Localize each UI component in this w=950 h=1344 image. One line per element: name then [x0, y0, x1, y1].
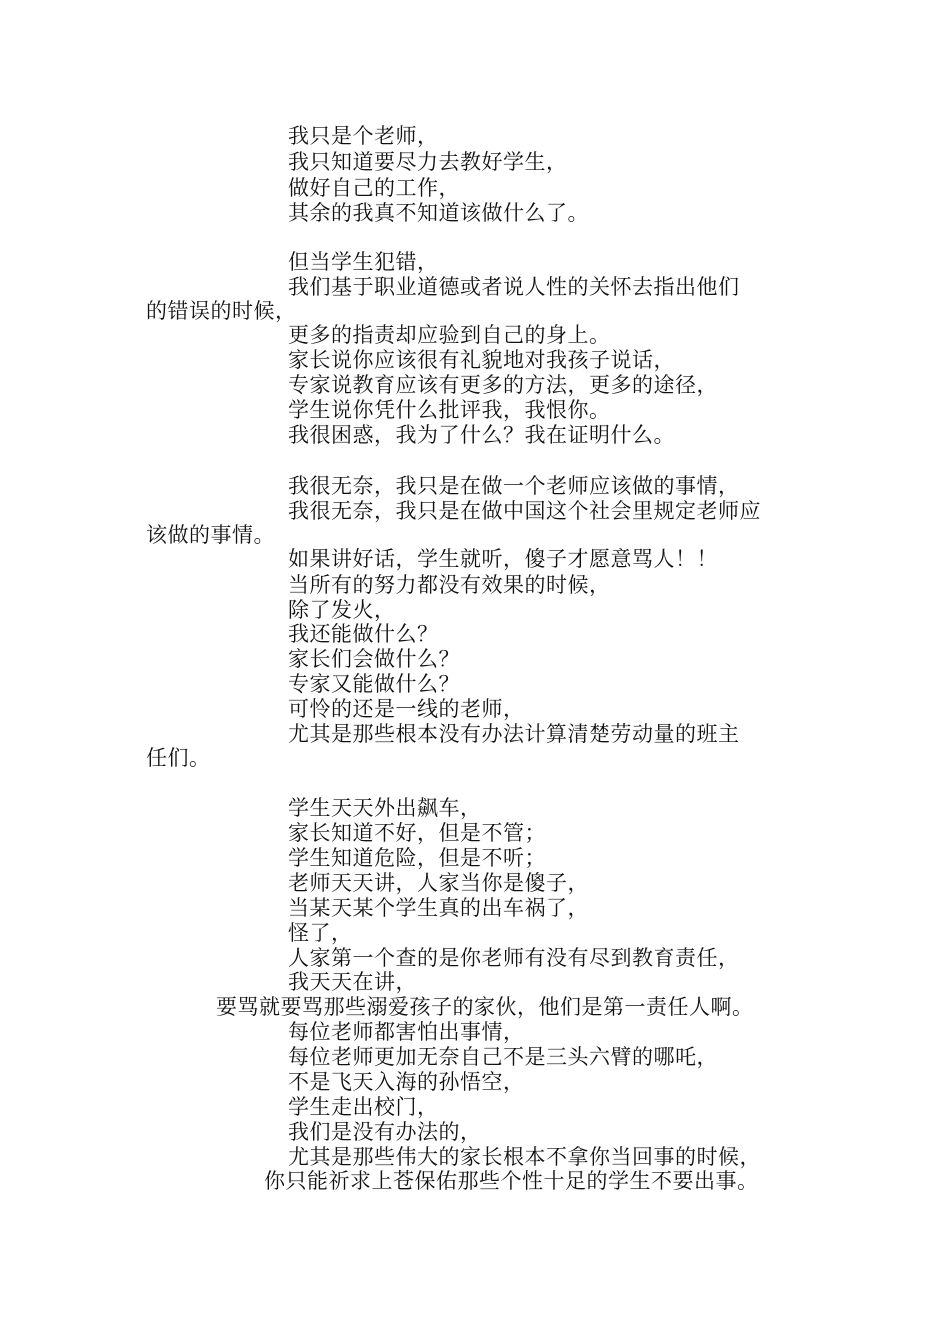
text-line: 可怜的还是一线的老师， — [288, 697, 525, 721]
text-line: 不是飞天入海的孙悟空， — [288, 1070, 525, 1094]
text-line: 要骂就要骂那些溺爱孩子的家伙，他们是第一责任人啊。 — [216, 995, 754, 1019]
text-line: 每位老师更加无奈自己不是三头六臂的哪吒， — [288, 1045, 718, 1069]
text-line: 该做的事情。 — [146, 523, 275, 547]
text-line: 除了发火， — [288, 598, 396, 622]
text-line: 老师天天讲，人家当你是傻子， — [288, 871, 589, 895]
text-line: 如果讲好话，学生就听，傻子才愿意骂人！！ — [288, 547, 718, 571]
text-line: 每位老师都害怕出事情， — [288, 1020, 525, 1044]
text-line: 你只能祈求上苍保佑那些个性十足的学生不要出事。 — [264, 1169, 759, 1193]
text-line: 我只知道要尽力去教好学生， — [288, 150, 568, 174]
text-line: 我只是个老师， — [288, 124, 439, 148]
text-line: 我很困惑，我为了什么？我在证明什么。 — [288, 423, 675, 447]
text-line: 但当学生犯错， — [288, 250, 439, 274]
text-line: 我天天在讲， — [288, 970, 417, 994]
text-line: 的错误的时候， — [146, 299, 297, 323]
text-line: 家长知道不好，但是不管； — [288, 821, 546, 845]
text-line: 其余的我真不知道该做什么了。 — [288, 201, 589, 225]
text-line: 尤其是那些伟大的家长根本不拿你当回事的时候， — [288, 1145, 761, 1169]
text-line: 家长说你应该很有礼貌地对我孩子说话， — [288, 348, 675, 372]
text-line: 怪了， — [288, 921, 353, 945]
text-line: 学生说你凭什么批评我，我恨你。 — [288, 398, 611, 422]
text-line: 我们基于职业道德或者说人性的关怀去指出他们 — [288, 275, 740, 299]
text-line: 更多的指责却应验到自己的身上。 — [288, 323, 611, 347]
text-line: 任们。 — [146, 746, 211, 770]
text-line: 当所有的努力都没有效果的时候， — [288, 573, 611, 597]
text-line: 学生走出校门， — [288, 1095, 439, 1119]
text-line: 我很无奈，我只是在做一个老师应该做的事情， — [288, 474, 740, 498]
text-line: 我们是没有办法的， — [288, 1120, 482, 1144]
text-line: 尤其是那些根本没有办法计算清楚劳动量的班主 — [288, 722, 740, 746]
text-line: 专家说教育应该有更多的方法，更多的途径， — [288, 373, 718, 397]
text-line: 我还能做什么？ — [288, 622, 439, 646]
text-line: 当某天某个学生真的出车祸了， — [288, 896, 589, 920]
text-line: 学生天天外出飙车， — [288, 796, 482, 820]
text-line: 学生知道危险，但是不听； — [288, 846, 546, 870]
text-line: 我很无奈，我只是在做中国这个社会里规定老师应 — [288, 499, 761, 523]
text-line: 专家又能做什么？ — [288, 672, 460, 696]
text-line: 做好自己的工作， — [288, 176, 460, 200]
text-line: 家长们会做什么？ — [288, 647, 460, 671]
text-line: 人家第一个查的是你老师有没有尽到教育责任， — [288, 946, 740, 970]
